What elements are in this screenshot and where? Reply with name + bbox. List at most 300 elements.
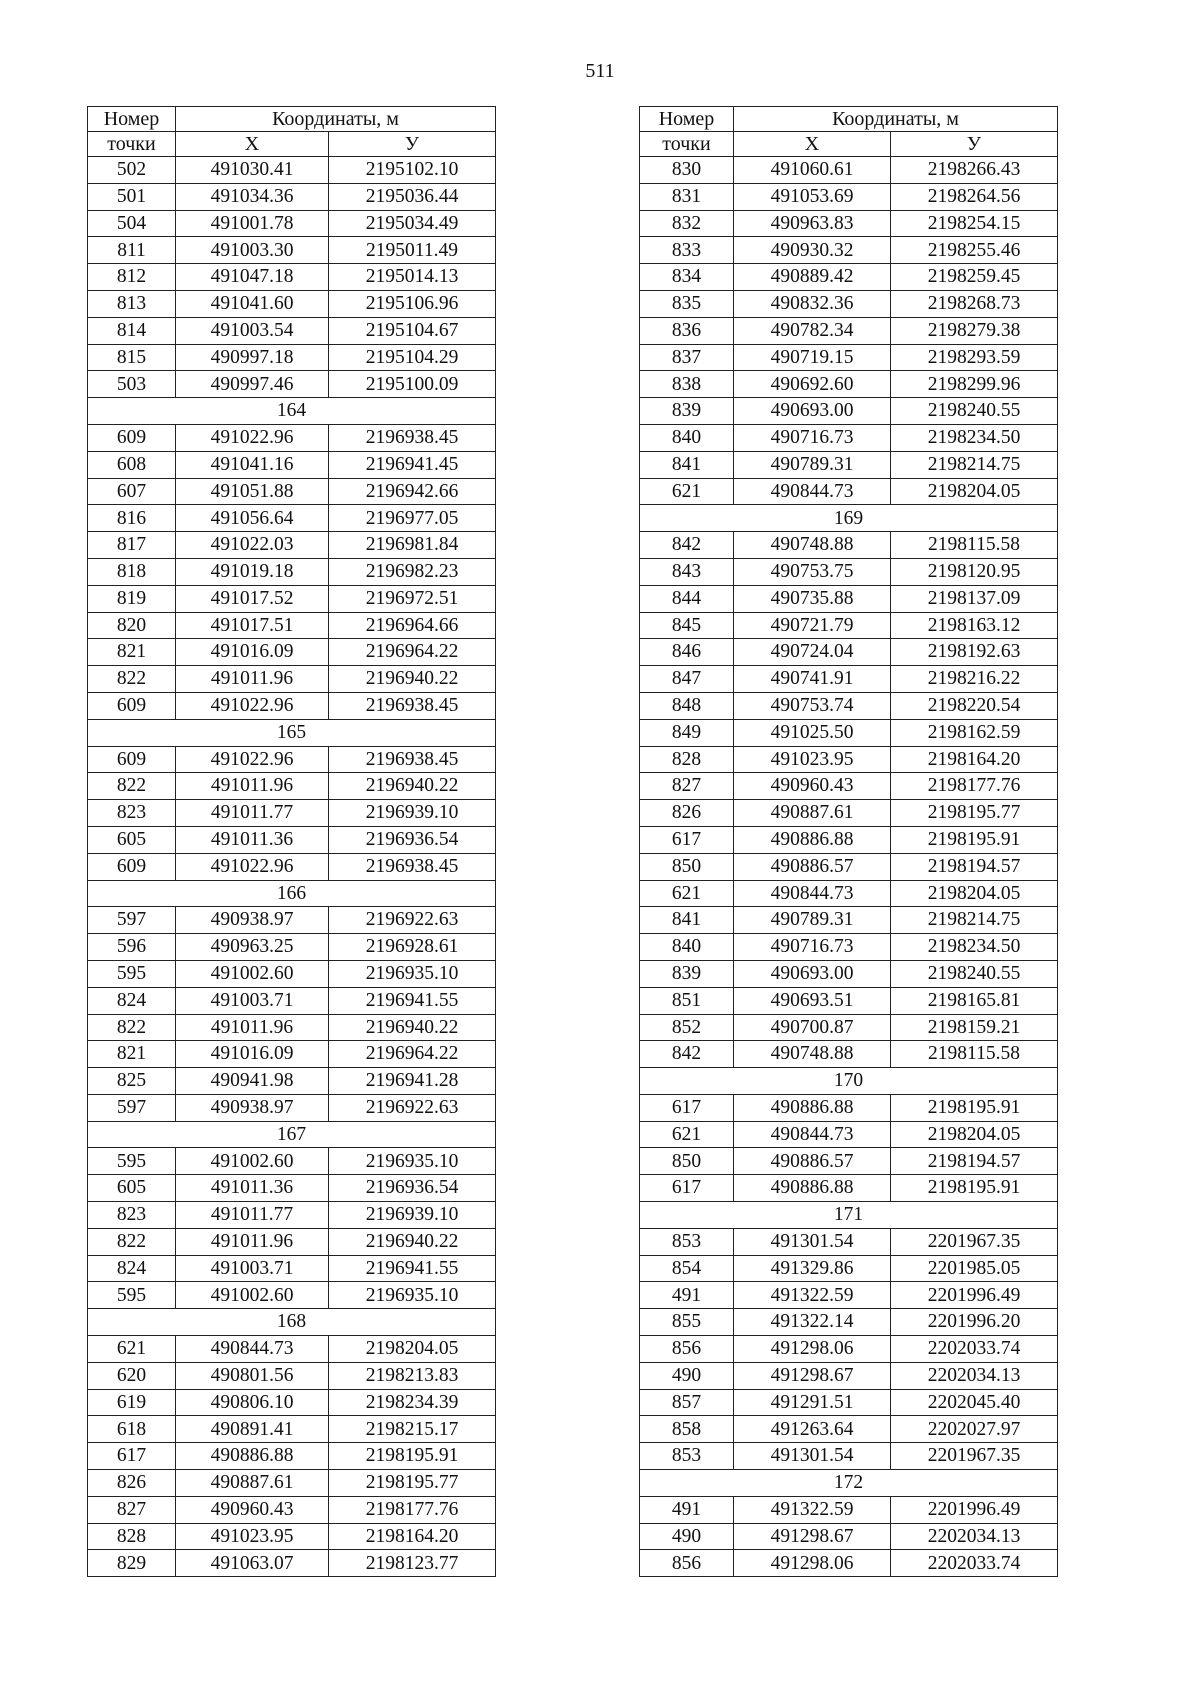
point-number-cell: 816 (88, 505, 176, 532)
x-coordinate-cell: 491002.60 (176, 1148, 329, 1175)
section-number: 169 (640, 505, 1058, 532)
table-row (640, 692, 1058, 719)
section-number: 172 (640, 1470, 1058, 1497)
x-coordinate-cell: 490941.98 (176, 1068, 329, 1095)
point-number-cell: 856 (640, 1550, 734, 1577)
point-number-cell: 833 (640, 237, 734, 264)
point-number-header: Номер (88, 107, 176, 132)
table-row (640, 1014, 1058, 1041)
y-coordinate-cell: 2198213.83 (329, 1362, 496, 1389)
point-number-cell: 819 (88, 585, 176, 612)
point-number-header-line2: точки (88, 132, 176, 157)
y-coordinate-cell: 2195100.09 (329, 371, 496, 398)
y-coordinate-cell: 2198234.39 (329, 1389, 496, 1416)
point-number-cell: 831 (640, 183, 734, 210)
x-coordinate-cell: 490891.41 (176, 1416, 329, 1443)
table-row (88, 478, 496, 505)
coordinates-header: Координаты, м (176, 107, 496, 132)
table-row (640, 773, 1058, 800)
x-coordinate-cell: 490716.73 (734, 424, 891, 451)
point-number-cell: 838 (640, 371, 734, 398)
x-coordinate-cell: 490960.43 (734, 773, 891, 800)
point-number-cell: 840 (640, 934, 734, 961)
y-coordinate-cell: 2198192.63 (891, 639, 1058, 666)
point-number-cell: 822 (88, 666, 176, 693)
table-row (640, 987, 1058, 1014)
point-number-cell: 817 (88, 532, 176, 559)
point-number-cell: 823 (88, 800, 176, 827)
y-coordinate-cell: 2198214.75 (891, 451, 1058, 478)
x-coordinate-cell: 490753.75 (734, 558, 891, 585)
y-coordinate-cell: 2196977.05 (329, 505, 496, 532)
table-row (88, 1443, 496, 1470)
x-coordinate-cell: 491263.64 (734, 1416, 891, 1443)
table-row (88, 692, 496, 719)
y-coordinate-cell: 2198279.38 (891, 317, 1058, 344)
table-row (88, 237, 496, 264)
x-coordinate-cell: 491011.36 (176, 1175, 329, 1202)
x-coordinate-cell: 491025.50 (734, 719, 891, 746)
x-coordinate-cell: 491041.60 (176, 290, 329, 317)
x-coordinate-cell: 491301.54 (734, 1228, 891, 1255)
y-coordinate-cell: 2198214.75 (891, 907, 1058, 934)
y-coordinate-cell: 2198195.91 (891, 1094, 1058, 1121)
point-number-cell: 849 (640, 719, 734, 746)
table-row (88, 773, 496, 800)
point-number-cell: 839 (640, 960, 734, 987)
x-coordinate-cell: 490844.73 (734, 1121, 891, 1148)
point-number-cell: 617 (640, 1175, 734, 1202)
y-coordinate-cell: 2196972.51 (329, 585, 496, 612)
point-number-cell: 841 (640, 907, 734, 934)
point-number-cell: 596 (88, 934, 176, 961)
y-coordinate-cell: 2198177.76 (329, 1496, 496, 1523)
point-number-cell: 841 (640, 451, 734, 478)
page-number: 511 (585, 60, 615, 82)
table-row (640, 1121, 1058, 1148)
point-number-cell: 621 (88, 1336, 176, 1363)
x-coordinate-cell: 490693.00 (734, 960, 891, 987)
point-number-cell: 607 (88, 478, 176, 505)
x-coordinate-cell: 490801.56 (176, 1362, 329, 1389)
y-coordinate-cell: 2198204.05 (891, 1121, 1058, 1148)
section-row (640, 505, 1058, 532)
x-coordinate-cell: 490930.32 (734, 237, 891, 264)
x-coordinate-cell: 491016.09 (176, 639, 329, 666)
x-coordinate-cell: 490700.87 (734, 1014, 891, 1041)
table-row (640, 451, 1058, 478)
table-row (640, 880, 1058, 907)
x-coordinate-cell: 490692.60 (734, 371, 891, 398)
x-coordinate-cell: 491001.78 (176, 210, 329, 237)
x-column-header: X (734, 132, 891, 157)
point-number-cell: 621 (640, 478, 734, 505)
y-coordinate-cell: 2196964.66 (329, 612, 496, 639)
x-coordinate-cell: 490886.88 (734, 1094, 891, 1121)
x-coordinate-cell: 491011.77 (176, 800, 329, 827)
point-number-cell: 845 (640, 612, 734, 639)
y-coordinate-cell: 2202033.74 (891, 1336, 1058, 1363)
y-coordinate-cell: 2195104.29 (329, 344, 496, 371)
point-number-cell: 811 (88, 237, 176, 264)
point-number-cell: 820 (88, 612, 176, 639)
table-row (88, 1068, 496, 1095)
table-row (640, 719, 1058, 746)
y-coordinate-cell: 2198164.20 (329, 1523, 496, 1550)
table-row (88, 639, 496, 666)
table-row (640, 1523, 1058, 1550)
y-coordinate-cell: 2195104.67 (329, 317, 496, 344)
y-coordinate-cell: 2196941.55 (329, 1255, 496, 1282)
point-number-cell: 825 (88, 1068, 176, 1095)
point-number-cell: 813 (88, 290, 176, 317)
point-number-cell: 502 (88, 157, 176, 184)
y-coordinate-cell: 2196935.10 (329, 1148, 496, 1175)
table-row (88, 1282, 496, 1309)
x-coordinate-cell: 490938.97 (176, 1094, 329, 1121)
point-number-cell: 848 (640, 692, 734, 719)
table-row (640, 1362, 1058, 1389)
table-row (640, 1282, 1058, 1309)
y-coordinate-cell: 2196964.22 (329, 639, 496, 666)
table-row (640, 639, 1058, 666)
y-coordinate-cell: 2196938.45 (329, 746, 496, 773)
y-coordinate-cell: 2195034.49 (329, 210, 496, 237)
section-number: 164 (88, 398, 496, 425)
y-coordinate-cell: 2198195.91 (891, 826, 1058, 853)
y-coordinate-cell: 2198268.73 (891, 290, 1058, 317)
point-number-cell: 834 (640, 264, 734, 291)
y-coordinate-cell: 2198120.95 (891, 558, 1058, 585)
table-row (640, 612, 1058, 639)
section-number: 171 (640, 1202, 1058, 1229)
x-coordinate-cell: 490748.88 (734, 532, 891, 559)
y-coordinate-cell: 2198293.59 (891, 344, 1058, 371)
y-coordinate-cell: 2201996.20 (891, 1309, 1058, 1336)
table-row (640, 960, 1058, 987)
table-row (88, 1094, 496, 1121)
y-coordinate-cell: 2196964.22 (329, 1041, 496, 1068)
x-coordinate-cell: 491047.18 (176, 264, 329, 291)
x-coordinate-cell: 491034.36 (176, 183, 329, 210)
table-row (88, 612, 496, 639)
point-number-cell: 828 (88, 1523, 176, 1550)
table-row (88, 157, 496, 184)
point-number-cell: 828 (640, 746, 734, 773)
table-row (640, 558, 1058, 585)
table-row (88, 1202, 496, 1229)
x-coordinate-cell: 490719.15 (734, 344, 891, 371)
point-number-cell: 491 (640, 1282, 734, 1309)
y-coordinate-cell: 2198220.54 (891, 692, 1058, 719)
y-coordinate-cell: 2196935.10 (329, 1282, 496, 1309)
point-number-cell: 595 (88, 1282, 176, 1309)
table-row (88, 317, 496, 344)
section-row (640, 1202, 1058, 1229)
point-number-cell: 621 (640, 1121, 734, 1148)
point-number-cell: 853 (640, 1443, 734, 1470)
table-row (640, 1148, 1058, 1175)
point-number-cell: 815 (88, 344, 176, 371)
y-coordinate-cell: 2196981.84 (329, 532, 496, 559)
y-coordinate-cell: 2202045.40 (891, 1389, 1058, 1416)
x-coordinate-cell: 490886.57 (734, 853, 891, 880)
x-coordinate-cell: 490693.00 (734, 398, 891, 425)
x-coordinate-cell: 490844.73 (176, 1336, 329, 1363)
table-row (640, 210, 1058, 237)
point-number-cell: 847 (640, 666, 734, 693)
table-row (640, 1175, 1058, 1202)
x-coordinate-cell: 490789.31 (734, 451, 891, 478)
y-coordinate-cell: 2196939.10 (329, 1202, 496, 1229)
x-coordinate-cell: 490782.34 (734, 317, 891, 344)
y-coordinate-cell: 2198264.56 (891, 183, 1058, 210)
table-row (88, 1041, 496, 1068)
x-coordinate-cell: 491022.96 (176, 853, 329, 880)
point-number-cell: 826 (88, 1470, 176, 1497)
table-row (640, 826, 1058, 853)
table-row (640, 800, 1058, 827)
x-coordinate-cell: 491322.14 (734, 1309, 891, 1336)
y-coordinate-cell: 2195036.44 (329, 183, 496, 210)
table-row (88, 183, 496, 210)
table-row (640, 1228, 1058, 1255)
y-coordinate-cell: 2198299.96 (891, 371, 1058, 398)
table-row (640, 1041, 1058, 1068)
x-coordinate-cell: 490963.83 (734, 210, 891, 237)
table-row (640, 398, 1058, 425)
point-number-cell: 857 (640, 1389, 734, 1416)
point-number-cell: 829 (88, 1550, 176, 1577)
table-row (640, 1496, 1058, 1523)
y-coordinate-cell: 2201996.49 (891, 1282, 1058, 1309)
table-row (640, 264, 1058, 291)
y-coordinate-cell: 2202027.97 (891, 1416, 1058, 1443)
section-number: 167 (88, 1121, 496, 1148)
y-coordinate-cell: 2196940.22 (329, 1228, 496, 1255)
y-coordinate-cell: 2202033.74 (891, 1550, 1058, 1577)
point-number-cell: 822 (88, 1228, 176, 1255)
x-coordinate-cell: 491017.52 (176, 585, 329, 612)
table-row (88, 344, 496, 371)
point-number-cell: 853 (640, 1228, 734, 1255)
x-coordinate-cell: 490844.73 (734, 880, 891, 907)
y-coordinate-cell: 2198234.50 (891, 934, 1058, 961)
x-coordinate-cell: 491041.16 (176, 451, 329, 478)
point-number-cell: 842 (640, 1041, 734, 1068)
table-row (88, 1550, 496, 1577)
table-body-right (640, 157, 1058, 1577)
x-coordinate-cell: 491002.60 (176, 960, 329, 987)
x-coordinate-cell: 491002.60 (176, 1282, 329, 1309)
point-number-cell: 839 (640, 398, 734, 425)
x-coordinate-cell: 491053.69 (734, 183, 891, 210)
x-coordinate-cell: 491022.96 (176, 746, 329, 773)
x-coordinate-cell: 491011.96 (176, 773, 329, 800)
point-number-cell: 837 (640, 344, 734, 371)
y-coordinate-cell: 2198115.58 (891, 1041, 1058, 1068)
table-row (88, 1470, 496, 1497)
table-row (640, 1309, 1058, 1336)
section-row (88, 398, 496, 425)
y-coordinate-cell: 2198123.77 (329, 1550, 496, 1577)
x-coordinate-cell: 491063.07 (176, 1550, 329, 1577)
x-coordinate-cell: 490963.25 (176, 934, 329, 961)
x-coordinate-cell: 491298.67 (734, 1523, 891, 1550)
y-coordinate-cell: 2198162.59 (891, 719, 1058, 746)
x-coordinate-cell: 491322.59 (734, 1282, 891, 1309)
table-row (640, 532, 1058, 559)
table-row (88, 987, 496, 1014)
table-row (88, 1175, 496, 1202)
point-number-cell: 823 (88, 1202, 176, 1229)
y-coordinate-cell: 2196938.45 (329, 692, 496, 719)
y-coordinate-cell: 2196922.63 (329, 1094, 496, 1121)
x-coordinate-cell: 491011.96 (176, 1014, 329, 1041)
table-row (640, 424, 1058, 451)
x-coordinate-cell: 491011.77 (176, 1202, 329, 1229)
x-coordinate-cell: 491003.54 (176, 317, 329, 344)
table-row (640, 344, 1058, 371)
point-number-cell: 821 (88, 639, 176, 666)
y-coordinate-cell: 2198266.43 (891, 157, 1058, 184)
point-number-cell: 842 (640, 532, 734, 559)
y-coordinate-cell: 2202034.13 (891, 1523, 1058, 1550)
table-row (640, 585, 1058, 612)
x-coordinate-cell: 491023.95 (176, 1523, 329, 1550)
table-row (640, 1094, 1058, 1121)
point-number-cell: 854 (640, 1255, 734, 1282)
x-coordinate-cell: 490741.91 (734, 666, 891, 693)
point-number-cell: 822 (88, 773, 176, 800)
x-coordinate-cell: 490886.88 (734, 826, 891, 853)
point-number-cell: 605 (88, 1175, 176, 1202)
x-coordinate-cell: 490886.88 (176, 1443, 329, 1470)
point-number-cell: 824 (88, 1255, 176, 1282)
y-coordinate-cell: 2198255.46 (891, 237, 1058, 264)
y-coordinate-cell: 2196941.45 (329, 451, 496, 478)
y-coordinate-cell: 2198204.05 (891, 880, 1058, 907)
point-number-cell: 827 (640, 773, 734, 800)
x-coordinate-cell: 490693.51 (734, 987, 891, 1014)
x-coordinate-cell: 490721.79 (734, 612, 891, 639)
point-number-cell: 812 (88, 264, 176, 291)
point-number-cell: 595 (88, 960, 176, 987)
table-row (640, 317, 1058, 344)
point-number-cell: 851 (640, 987, 734, 1014)
y-column-header: У (329, 132, 496, 157)
x-coordinate-cell: 491322.59 (734, 1496, 891, 1523)
table-row (640, 934, 1058, 961)
y-coordinate-cell: 2196939.10 (329, 800, 496, 827)
x-coordinate-cell: 490938.97 (176, 907, 329, 934)
y-coordinate-cell: 2195102.10 (329, 157, 496, 184)
point-number-cell: 830 (640, 157, 734, 184)
point-number-cell: 826 (640, 800, 734, 827)
x-coordinate-cell: 491017.51 (176, 612, 329, 639)
table-row (640, 237, 1058, 264)
point-number-cell: 597 (88, 907, 176, 934)
table-row (88, 210, 496, 237)
table-row (640, 1389, 1058, 1416)
table-row (640, 853, 1058, 880)
point-number-cell: 814 (88, 317, 176, 344)
y-coordinate-cell: 2198240.55 (891, 960, 1058, 987)
x-column-header: X (176, 132, 329, 157)
x-coordinate-cell: 491003.30 (176, 237, 329, 264)
y-coordinate-cell: 2196936.54 (329, 826, 496, 853)
table-row (88, 1523, 496, 1550)
point-number-header: Номер (640, 107, 734, 132)
y-coordinate-cell: 2196940.22 (329, 666, 496, 693)
point-number-cell: 850 (640, 853, 734, 880)
y-coordinate-cell: 2198259.45 (891, 264, 1058, 291)
table-row (640, 371, 1058, 398)
x-coordinate-cell: 490887.61 (734, 800, 891, 827)
y-coordinate-cell: 2196941.55 (329, 987, 496, 1014)
coordinates-table-right (639, 106, 1058, 1577)
section-row (88, 1121, 496, 1148)
point-number-cell: 617 (640, 1094, 734, 1121)
table-row (640, 183, 1058, 210)
y-coordinate-cell: 2198204.05 (891, 478, 1058, 505)
point-number-cell: 618 (88, 1416, 176, 1443)
y-column-header: У (891, 132, 1058, 157)
point-number-cell: 490 (640, 1523, 734, 1550)
table-row (88, 1228, 496, 1255)
table-row (88, 558, 496, 585)
section-row (88, 719, 496, 746)
table-row (640, 1336, 1058, 1363)
x-coordinate-cell: 491023.95 (734, 746, 891, 773)
x-coordinate-cell: 490724.04 (734, 639, 891, 666)
point-number-cell: 490 (640, 1362, 734, 1389)
y-coordinate-cell: 2198195.91 (891, 1175, 1058, 1202)
table-row (640, 746, 1058, 773)
x-coordinate-cell: 490753.74 (734, 692, 891, 719)
x-coordinate-cell: 491016.09 (176, 1041, 329, 1068)
point-number-cell: 858 (640, 1416, 734, 1443)
point-number-cell: 503 (88, 371, 176, 398)
x-coordinate-cell: 490997.18 (176, 344, 329, 371)
table-row (640, 290, 1058, 317)
point-number-cell: 621 (640, 880, 734, 907)
point-number-cell: 843 (640, 558, 734, 585)
point-number-cell: 832 (640, 210, 734, 237)
table-row (640, 907, 1058, 934)
table-row (88, 1148, 496, 1175)
table-row (88, 424, 496, 451)
y-coordinate-cell: 2196938.45 (329, 853, 496, 880)
x-coordinate-cell: 491329.86 (734, 1255, 891, 1282)
point-number-cell: 840 (640, 424, 734, 451)
x-coordinate-cell: 491022.96 (176, 424, 329, 451)
point-number-cell: 835 (640, 290, 734, 317)
x-coordinate-cell: 491056.64 (176, 505, 329, 532)
table-row (88, 505, 496, 532)
y-coordinate-cell: 2198164.20 (891, 746, 1058, 773)
x-coordinate-cell: 490886.57 (734, 1148, 891, 1175)
table-row (640, 666, 1058, 693)
x-coordinate-cell: 491022.96 (176, 692, 329, 719)
point-number-cell: 850 (640, 1148, 734, 1175)
y-coordinate-cell: 2196928.61 (329, 934, 496, 961)
x-coordinate-cell: 491298.67 (734, 1362, 891, 1389)
point-number-cell: 609 (88, 424, 176, 451)
table-row (640, 1550, 1058, 1577)
point-number-cell: 620 (88, 1362, 176, 1389)
x-coordinate-cell: 491051.88 (176, 478, 329, 505)
